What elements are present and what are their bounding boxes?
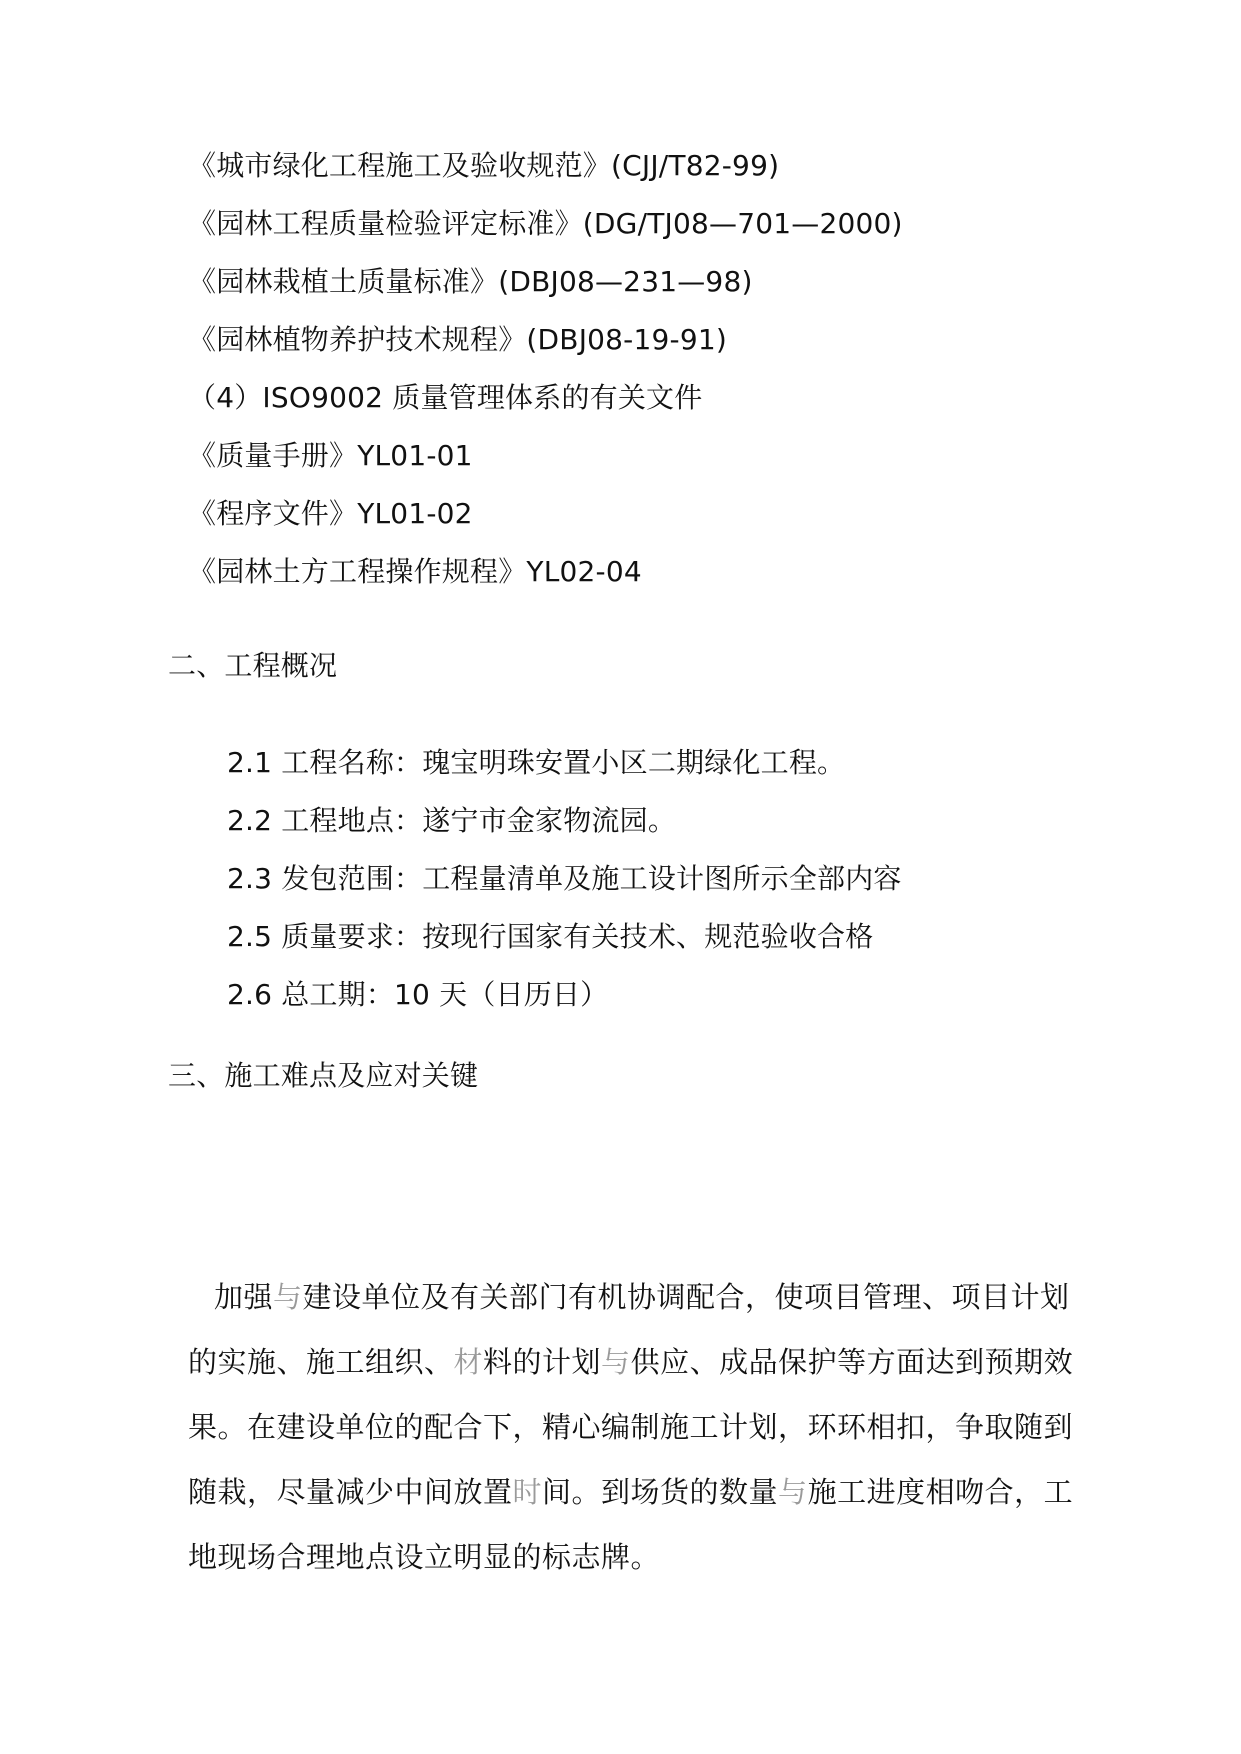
text-run: 施工进度相吻合，工 xyxy=(807,1475,1074,1509)
reference-item: 《园林土方工程操作规程》YL02-04 xyxy=(188,555,642,588)
text-run: 地现场合理地点设立明显的标志牌。 xyxy=(188,1540,661,1574)
reference-subheading: （4）ISO9002 质量管理体系的有关文件 xyxy=(188,381,703,414)
reference-item: 《园林栽植土质量标准》(DBJ08—231—98) xyxy=(188,265,753,298)
paragraph-line xyxy=(188,1395,1074,1460)
text-run-faint: 与 xyxy=(273,1280,303,1314)
text-run-faint: 时 xyxy=(512,1475,543,1509)
text-run: 加强 xyxy=(214,1280,274,1314)
reference-item: 《园林工程质量检验评定标准》(DG/TJ08—701—2000) xyxy=(188,207,903,240)
section-heading-overview: 二、工程概况 xyxy=(168,649,338,682)
overview-item-name: 2.1 工程名称：瑰宝明珠安置小区二期绿化工程。 xyxy=(227,746,846,779)
paragraph-line xyxy=(188,1525,1058,1590)
text-run: 建设单位及有关部门有机协调配合，使项目管理、项目计划 xyxy=(302,1280,1070,1314)
text-run: 供应、成品保护等方面达到预期效 xyxy=(630,1345,1074,1379)
text-run: 的实施、施工组织、 xyxy=(188,1345,454,1379)
overview-item-quality: 2.5 质量要求：按现行国家有关技术、规范验收合格 xyxy=(227,920,874,953)
paragraph-line xyxy=(188,1330,1074,1395)
text-run: 随栽，尽量减少中间放置 xyxy=(188,1475,513,1509)
text-run-faint: 材 xyxy=(453,1345,484,1379)
text-run: 间。到场货的数量 xyxy=(542,1475,779,1509)
difficulties-paragraph xyxy=(188,1265,1074,1590)
reference-item: 《程序文件》YL01-02 xyxy=(188,497,473,530)
reference-item: 《园林植物养护技术规程》(DBJ08-19-91) xyxy=(188,323,727,356)
overview-item-location: 2.2 工程地点：遂宁市金家物流园。 xyxy=(227,804,677,837)
section-heading-difficulties: 三、施工难点及应对关键 xyxy=(168,1059,479,1092)
paragraph-line xyxy=(188,1460,1074,1525)
overview-item-duration: 2.6 总工期：10 天（日历日） xyxy=(227,978,609,1011)
overview-item-scope: 2.3 发包范围：工程量清单及施工设计图所示全部内容 xyxy=(227,862,902,895)
reference-item: 《城市绿化工程施工及验收规范》(CJJ/T82-99) xyxy=(188,149,780,182)
reference-item: 《质量手册》YL01-01 xyxy=(188,439,473,472)
text-run: 果。在建设单位的配合下，精心编制施工计划，环环相扣，争取随到 xyxy=(188,1410,1074,1444)
text-run-faint: 与 xyxy=(778,1475,808,1509)
text-run: 料的计划 xyxy=(483,1345,602,1379)
paragraph-line xyxy=(188,1265,1070,1330)
text-run-faint: 与 xyxy=(601,1345,631,1379)
